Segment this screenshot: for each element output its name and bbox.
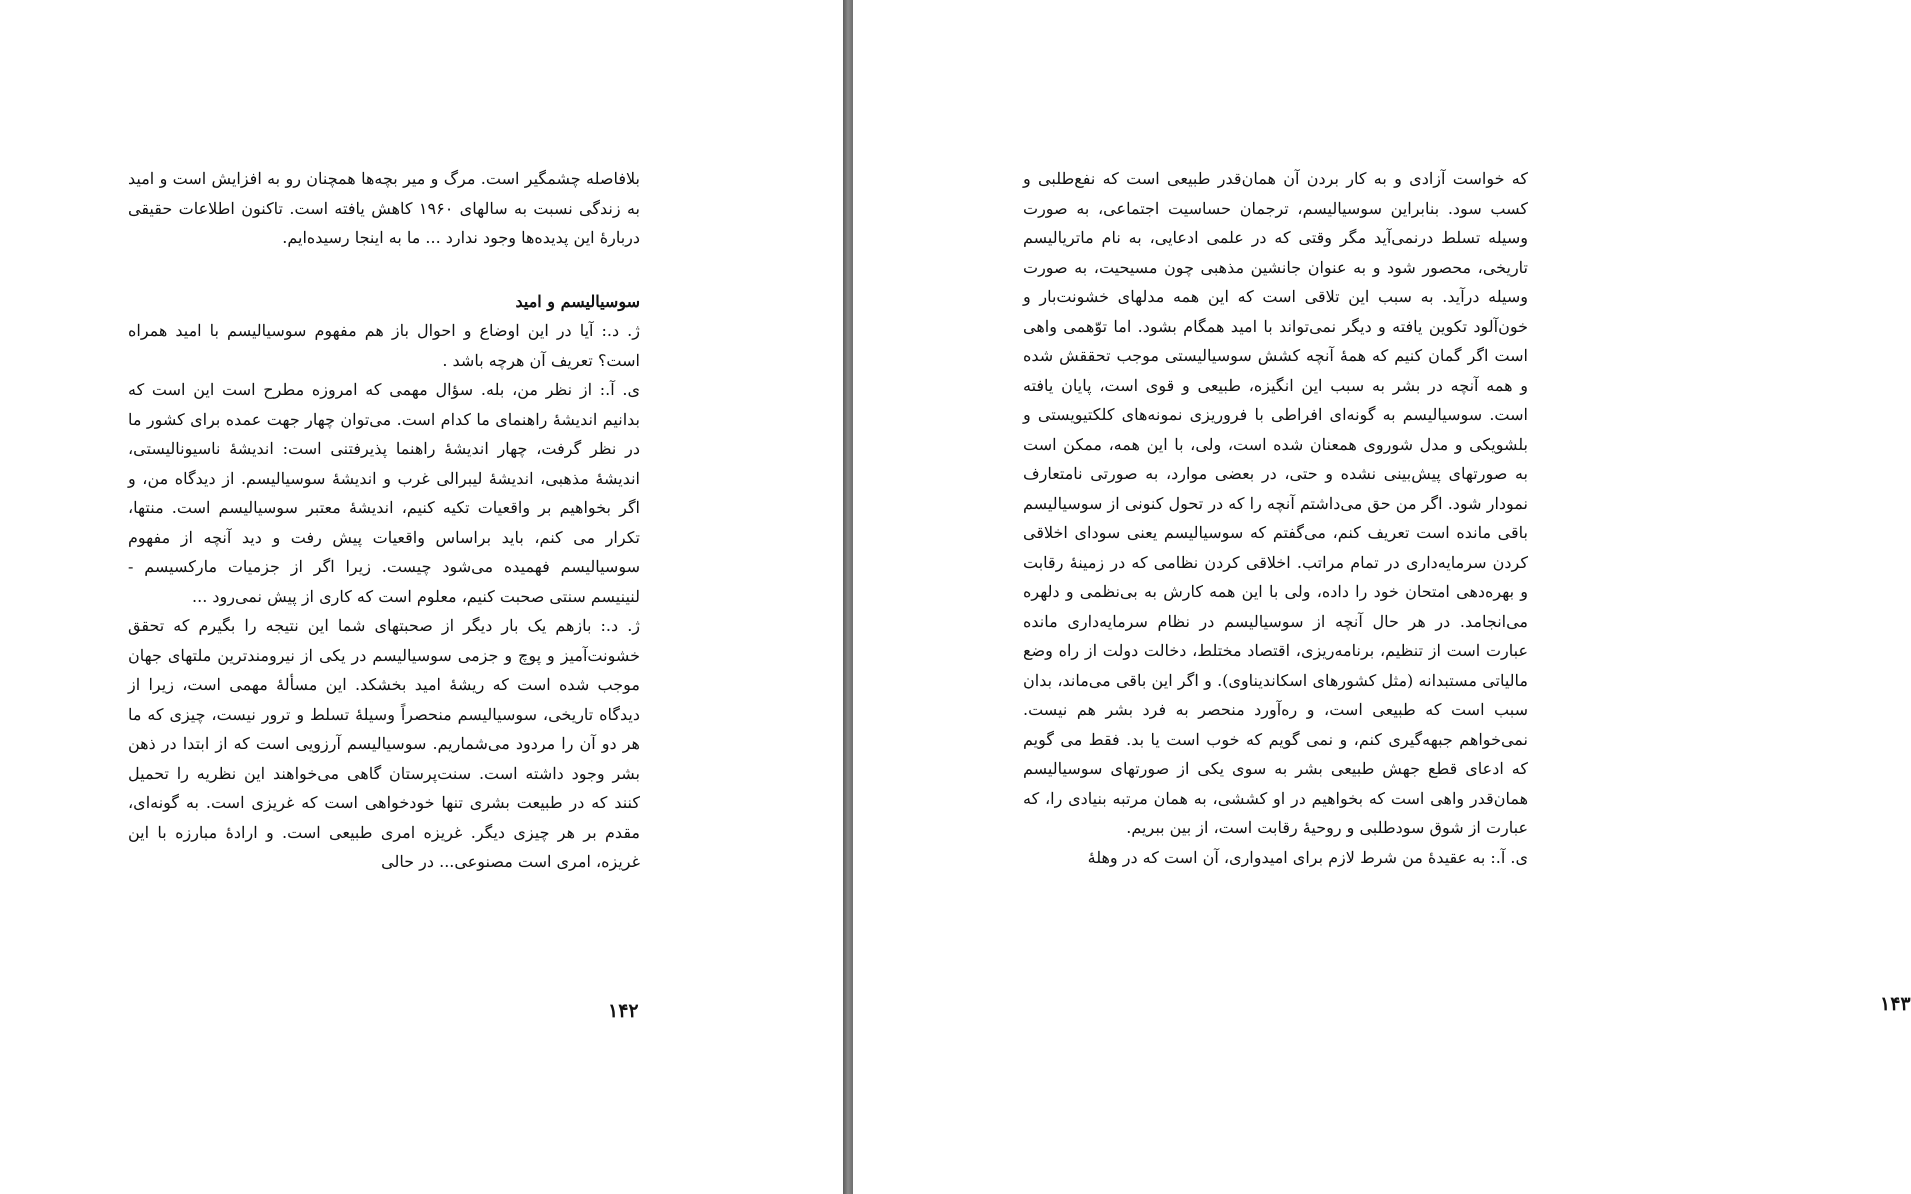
- answer-paragraph-2: ی. آ.: به عقیدهٔ من شرط لازم برای امیدواری، آن است که در وهلهٔ: [1087, 847, 1528, 867]
- page-number-left: ۱۴۲: [608, 1000, 639, 1022]
- left-page: [0, 0, 843, 1194]
- question-paragraph-2: ژ. د.: بازهم یک بار دیگر از صحبتهای شما این نتیجه را بگیرم که تحقق خشونت‌آمیز و پوچ و جزمی سوسیالیسم در یکی از نیرومندترین ملتهای جهان موجب شده است که ریشهٔ امید بخشکد. این مسألهٔ مهمی است، زیرا از دیدگاه تاریخی، سوسیالیسم منحصراً وسیلهٔ تسلط و ترور نیست، چیزی که ما هر دو آن را مردود می‌شماریم. سوسیالیسم آرزویی است که از ابتدا در ذهن بشر وجود داشته است. سنت‌پرستان گاهی می‌خواهند این نظریه را تحمیل کنند که در طبیعت بشری تنها خودخواهی است که غریزی است. به گونه‌ای، مقدم بر هر چیزی دیگر. غریزه امری طبیعی است. و ارادهٔ مبارزه با این غریزه، امری است مصنوعی... در حالی: [128, 616, 640, 871]
- right-page: [853, 0, 1911, 1194]
- left-page-text: [128, 164, 640, 877]
- intro-paragraph: بلافاصله چشمگیر است. مرگ و میر بچه‌ها همچنان رو به افزایش است و امید به زندگی نسبت به سالهای ۱۹۶۰ کاهش یافته است. تاکنون اطلاعات حقیقی دربارهٔ این پدیده‌ها وجود ندارد ... ما به اینجا رسیده‌ایم.: [128, 169, 641, 247]
- page-number-right: ۱۴۳: [1880, 993, 1911, 1015]
- answer-paragraph-1: ی. آ.: از نظر من، بله. سؤال مهمی که امروزه مطرح است این است که بدانیم اندیشهٔ راهنمای ما کدام است. می‌توان چهار جهت عمده برای کشور ما در نظر گرفت، چهار اندیشهٔ راهنما پذیرفتنی است: اندیشهٔ ناسیونالیستی، اندیشهٔ مذهبی، اندیشهٔ لیبرالی غرب و اندیشهٔ سوسیالیسم. از دیدگاه من، و اگر بخواهیم بر واقعیات تکیه کنیم، اندیشهٔ معتبر سوسیالیسم است. منتها، تکرار می کنم، باید براساس واقعیات پیش رفت و دید آنچه از مفهوم سوسیالیسم فهمیده می‌شود چیست. زیرا اگر از جزمیات مارکسیسم - لنینیسم سنتی صحبت کنیم، معلوم است که کاری از پیش نمی‌رود ...: [128, 380, 640, 606]
- right-page-text: [1023, 164, 1528, 872]
- body-paragraph-1: که خواست آزادی و به کار بردن آن همان‌قدر طبیعی است که نفع‌طلبی و کسب سود. بنابراین سوسیالیسم، ترجمان حساسیت اجتماعی، به صورت وسیله تسلط درنمی‌آید مگر وقتی که در علمی ادعایی، به نام ماتریالیسم تاریخی، محصور شود و به عنوان جانشین مذهبی چون مسیحیت، به صورت وسیله درآید. به سبب این تلاقی است که این همه مدلهای خشونت‌بار و خون‌آلود تکوین یافته و دیگر نمی‌تواند با امید همگام بشود. اما توّهمی واهی است اگر گمان کنیم که همهٔ آنچه کشش سوسیالیستی موجب تحققش شده و همه آنچه در بشر به سبب این انگیزه، طبیعی و قوی است، پایان یافته است. سوسیالیسم به گونه‌ای افراطی با فروریزی نمونه‌های کلکتیویستی و بلشویکی و مدل شوروی همعنان شده است، ولی، با این همه، ممکن است به صورتهای پیش‌بینی نشده و حتی، در بعضی موارد، به صورتی نامتعارف نمودار شود. اگر من حق می‌داشتم آنچه را که در تحول کنونی از سوسیالیسم باقی مانده است تعریف کنم، می‌گفتم که سوسیالیسم یعنی سودای اخلاقی کردن سرمایه‌داری در تمام مراتب. اخلاقی کردن نظامی که در زمینهٔ رقابت و بهره‌دهی امتحان خود را داده، ولی با این همه کارش به بی‌نظمی و دلهره می‌انجامد. در هر حال آنچه از سوسیالیسم در نظام سرمایه‌داری مانده عبارت است از تنظیم، برنامه‌ریزی، اقتصاد مختلط، دخالت دولت از راه وضع مالیاتی مستبدانه (مثل کشورهای اسکاندیناوی). و اگر این باقی می‌ماند، بدان سبب است که طبیعی است، و ره‌آورد منحصر به فرد بشر هم نیست. نمی‌خواهم جبهه‌گیری کنم، و نمی گویم که خوب است یا بد. فقط می گویم که ادعای قطع جهش طبیعی بشر به سوی یکی از صورتهای سوسیالیسم همان‌قدر واهی است که بخواهیم در او کششی، به همان مرتبه بنیادی را، که عبارت از شوق سودطلبی و روحیهٔ رقابت است، از بین ببریم.: [1023, 169, 1528, 837]
- section-heading: سوسیالیسم و امید: [515, 291, 640, 311]
- book-spine: [843, 0, 853, 1194]
- question-paragraph-1: ژ. د.: آیا در این اوضاع و احوال باز هم مفهوم سوسیالیسم با امید همراه است؟ تعریف آن هرچه باشد .: [128, 321, 640, 370]
